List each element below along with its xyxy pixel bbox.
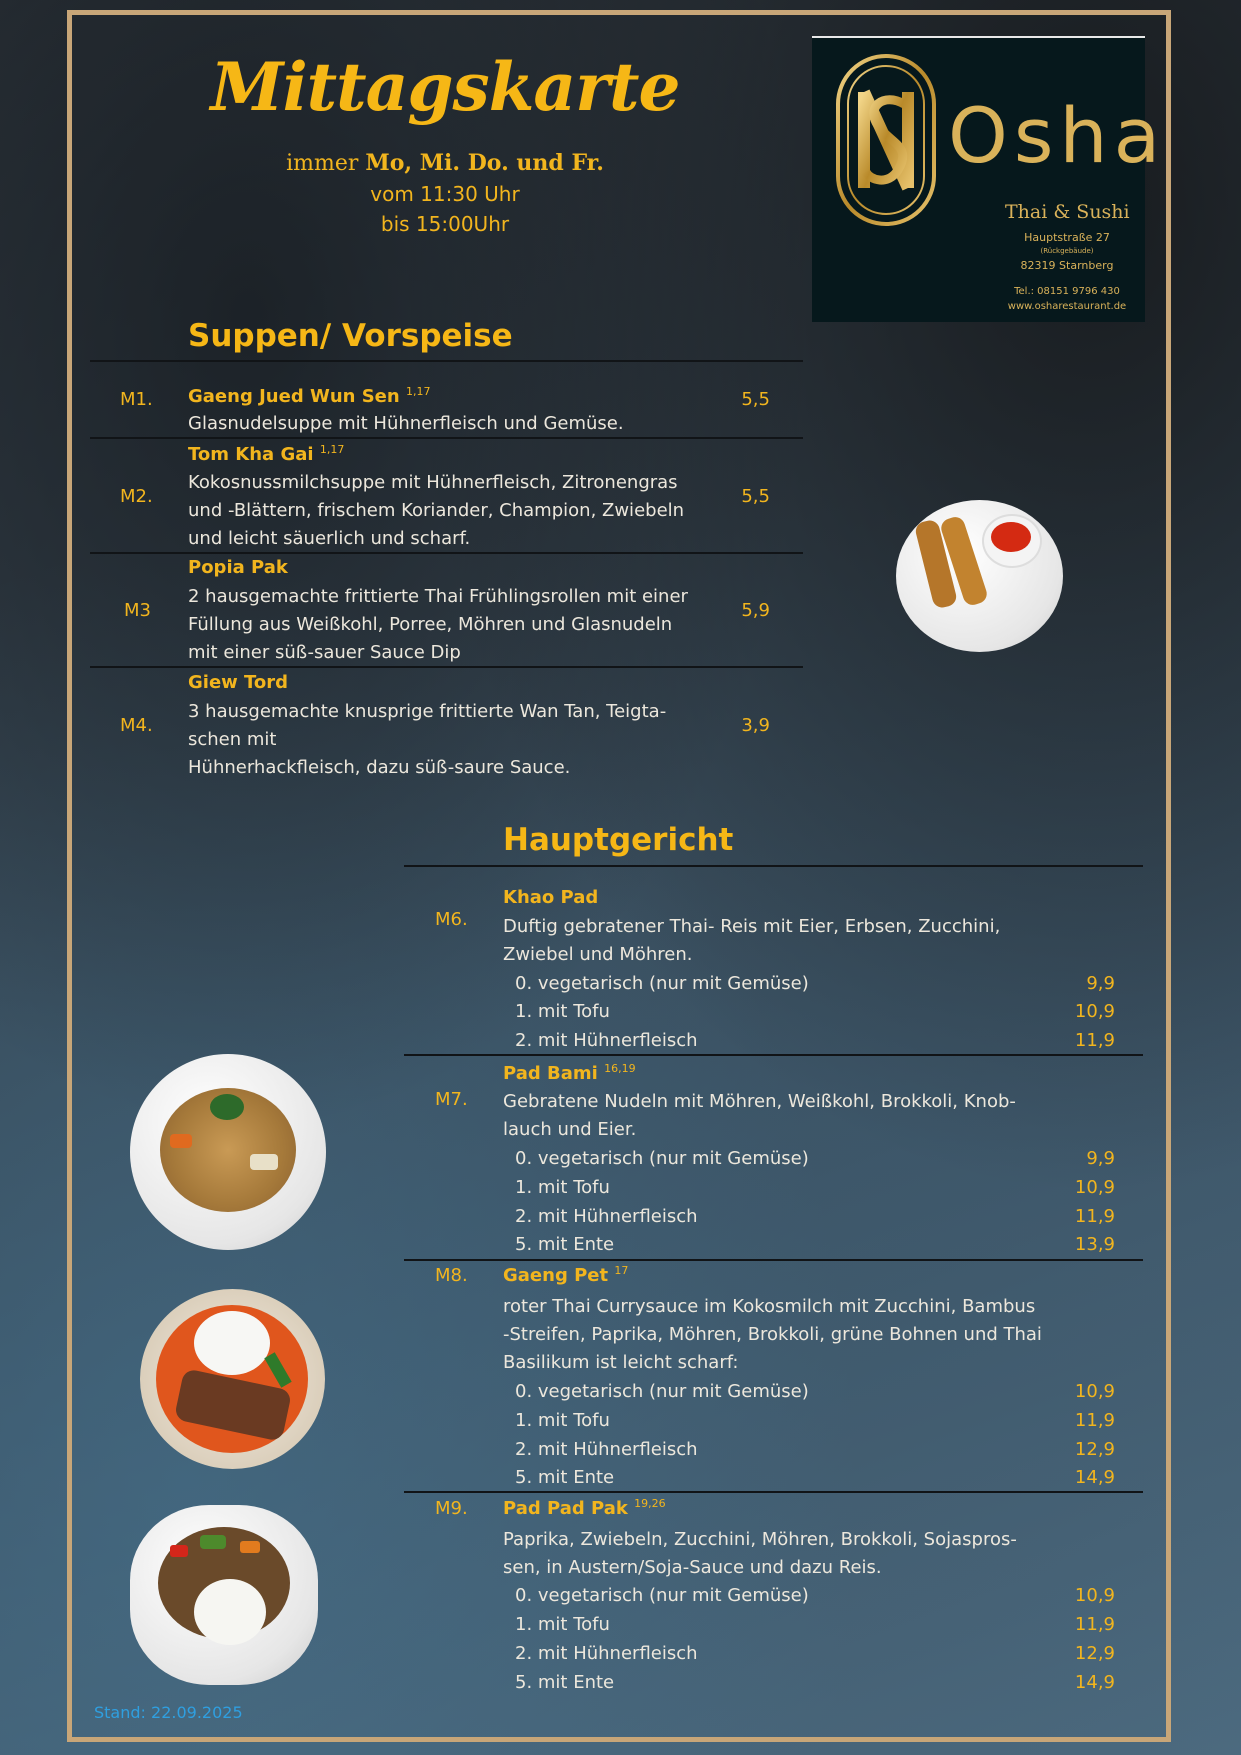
divider — [90, 437, 803, 439]
item-description: roter Thai Currysauce im Kokosmilch mit Zucchini, Bambus -Streifen, Paprika, Möhren, Brokkoli, grüne Bohnen und Thai Basilikum ist leicht scharf: — [503, 1296, 1042, 1373]
stir-fry-photo — [130, 1505, 318, 1685]
item-number: M9. — [435, 1498, 468, 1519]
option-price: 12,9 — [1074, 1439, 1115, 1460]
logo-street: Hauptstraße 27 — [1024, 231, 1110, 244]
option-label: 1. mit Tofu — [515, 1614, 610, 1635]
opening-hours — [200, 150, 690, 236]
option-price: 11,9 — [1074, 1614, 1115, 1635]
option-price: 10,9 — [1074, 1585, 1115, 1606]
option-label: 5. mit Ente — [515, 1672, 615, 1693]
option-label: 2. mit Hühnerfleisch — [515, 1439, 698, 1460]
logo-website: www.osharestaurant.de — [1007, 301, 1127, 312]
divider — [404, 1491, 1143, 1493]
option-label: 2. mit Hühnerfleisch — [515, 1206, 698, 1227]
item-description: Gebratene Nudeln mit Möhren, Weißkohl, Brokkoli, Knob- lauch und Eier. — [503, 1091, 1016, 1140]
soups-title: Suppen/ Vorspeise — [188, 318, 513, 354]
option-price: 10,9 — [1074, 1177, 1115, 1198]
item-name: Popia Pak — [188, 557, 288, 578]
logo-street-note: (Rückgebäude) — [1040, 247, 1094, 255]
logo-city: 82319 Starnberg — [1020, 259, 1114, 272]
item-name: Gaeng Pet $^{17}$ — [503, 1264, 629, 1286]
option-label: 0. vegetarisch (nur mit Gemüse) — [515, 1381, 809, 1402]
restaurant-logo — [812, 36, 1167, 322]
option-label: 5. mit Ente — [515, 1234, 615, 1255]
item-number: M8. — [435, 1265, 468, 1286]
option-price: 14,9 — [1074, 1467, 1115, 1488]
item-description: Duftig gebratener Thai- Reis mit Eier, Erbsen, Zucchini, Zwiebel und Möhren. — [503, 916, 1001, 965]
logo-phone: Tel.: 08151 9796 430 — [1014, 286, 1120, 297]
item-number: M1. — [120, 389, 153, 410]
item-name: Gaeng Jued Wun Sen $^{1,17}$ — [188, 385, 431, 407]
divider — [404, 865, 1143, 867]
option-label: 5. mit Ente — [515, 1467, 615, 1488]
option-label: 0. vegetarisch (nur mit Gemüse) — [515, 1585, 809, 1606]
item-description: Kokosnussmilchsuppe mit Hühnerfleisch, Zitronengras und -Blättern, frischem Koriander, Champion, Zwiebeln und leicht säuerlich und scharf. — [188, 472, 685, 549]
logo-tagline: Thai & Sushi — [1005, 201, 1130, 223]
option-price: 10,9 — [1074, 1001, 1115, 1022]
hours-from: vom 11:30 Uhr — [370, 182, 520, 206]
option-price: 13,9 — [1074, 1234, 1115, 1255]
option-price: 12,9 — [1074, 1643, 1115, 1664]
option-price: 9,9 — [1086, 973, 1115, 994]
option-label: 2. mit Hühnerfleisch — [515, 1643, 698, 1664]
item-number: M2. — [120, 486, 153, 507]
days-prefix: immer — [286, 151, 359, 176]
item-number: M3 — [124, 600, 151, 621]
divider — [90, 360, 803, 362]
hours-to: bis 15:00Uhr — [380, 212, 510, 236]
option-price: 11,9 — [1074, 1030, 1115, 1051]
option-price: 14,9 — [1074, 1672, 1115, 1693]
option-label: 0. vegetarisch (nur mit Gemüse) — [515, 1148, 809, 1169]
option-price: 9,9 — [1086, 1148, 1115, 1169]
option-label: 2. mit Hühnerfleisch — [515, 1030, 698, 1051]
option-price: 11,9 — [1074, 1206, 1115, 1227]
item-number: M6. — [435, 909, 468, 930]
option-label: 1. mit Tofu — [515, 1177, 610, 1198]
item-name: Pad Pad Pak $^{19,26}$ — [503, 1497, 666, 1519]
item-description: Glasnudelsuppe mit Hühnerfleisch und Gemüse. — [188, 413, 624, 434]
item-name: Tom Kha Gai $^{1,17}$ — [188, 443, 345, 465]
item-description: 2 hausgemachte frittierte Thai Frühlingsrollen mit einer Füllung aus Weißkohl, Porree, Möhren und Glasnudeln mit einer süß-sauer Sauce Dip — [188, 586, 688, 663]
option-label: 1. mit Tofu — [515, 1410, 610, 1431]
red-curry-photo — [140, 1289, 325, 1469]
divider — [404, 1259, 1143, 1261]
days: Mo, Mi. Do. und Fr. — [365, 150, 604, 176]
option-label: 1. mit Tofu — [515, 1001, 610, 1022]
item-price: 3,9 — [741, 715, 770, 736]
monogram-icon — [834, 52, 938, 228]
mains-title: Hauptgericht — [503, 822, 734, 858]
item-price: 5,5 — [741, 486, 770, 507]
divider — [90, 552, 803, 554]
item-number: M7. — [435, 1089, 468, 1110]
spring-rolls-photo — [896, 500, 1063, 652]
item-price: 5,5 — [741, 389, 770, 410]
option-label: 0. vegetarisch (nur mit Gemüse) — [515, 973, 809, 994]
item-price: 5,9 — [741, 600, 770, 621]
logo-brand: Osha — [948, 91, 1167, 180]
option-price: 10,9 — [1074, 1381, 1115, 1402]
divider — [90, 666, 803, 668]
item-description: Paprika, Zwiebeln, Zucchini, Möhren, Brokkoli, Sojaspros- sen, in Austern/Soja-Sauce und dazu Reis. — [503, 1529, 1017, 1578]
item-name: Pad Bami $^{16,19}$ — [503, 1062, 636, 1084]
menu-title: Mittagskarte — [210, 48, 680, 126]
noodles-photo — [130, 1054, 326, 1250]
item-description: 3 hausgemachte knusprige frittierte Wan Tan, Teigta- schen mit Hühnerhackfleisch, dazu süß-saure Sauce. — [188, 701, 667, 778]
stand-date: Stand: 22.09.2025 — [94, 1703, 243, 1722]
item-number: M4. — [120, 715, 153, 736]
item-name: Giew Tord — [188, 672, 289, 693]
divider — [404, 1054, 1143, 1056]
item-name: Khao Pad — [503, 887, 599, 908]
option-price: 11,9 — [1074, 1410, 1115, 1431]
